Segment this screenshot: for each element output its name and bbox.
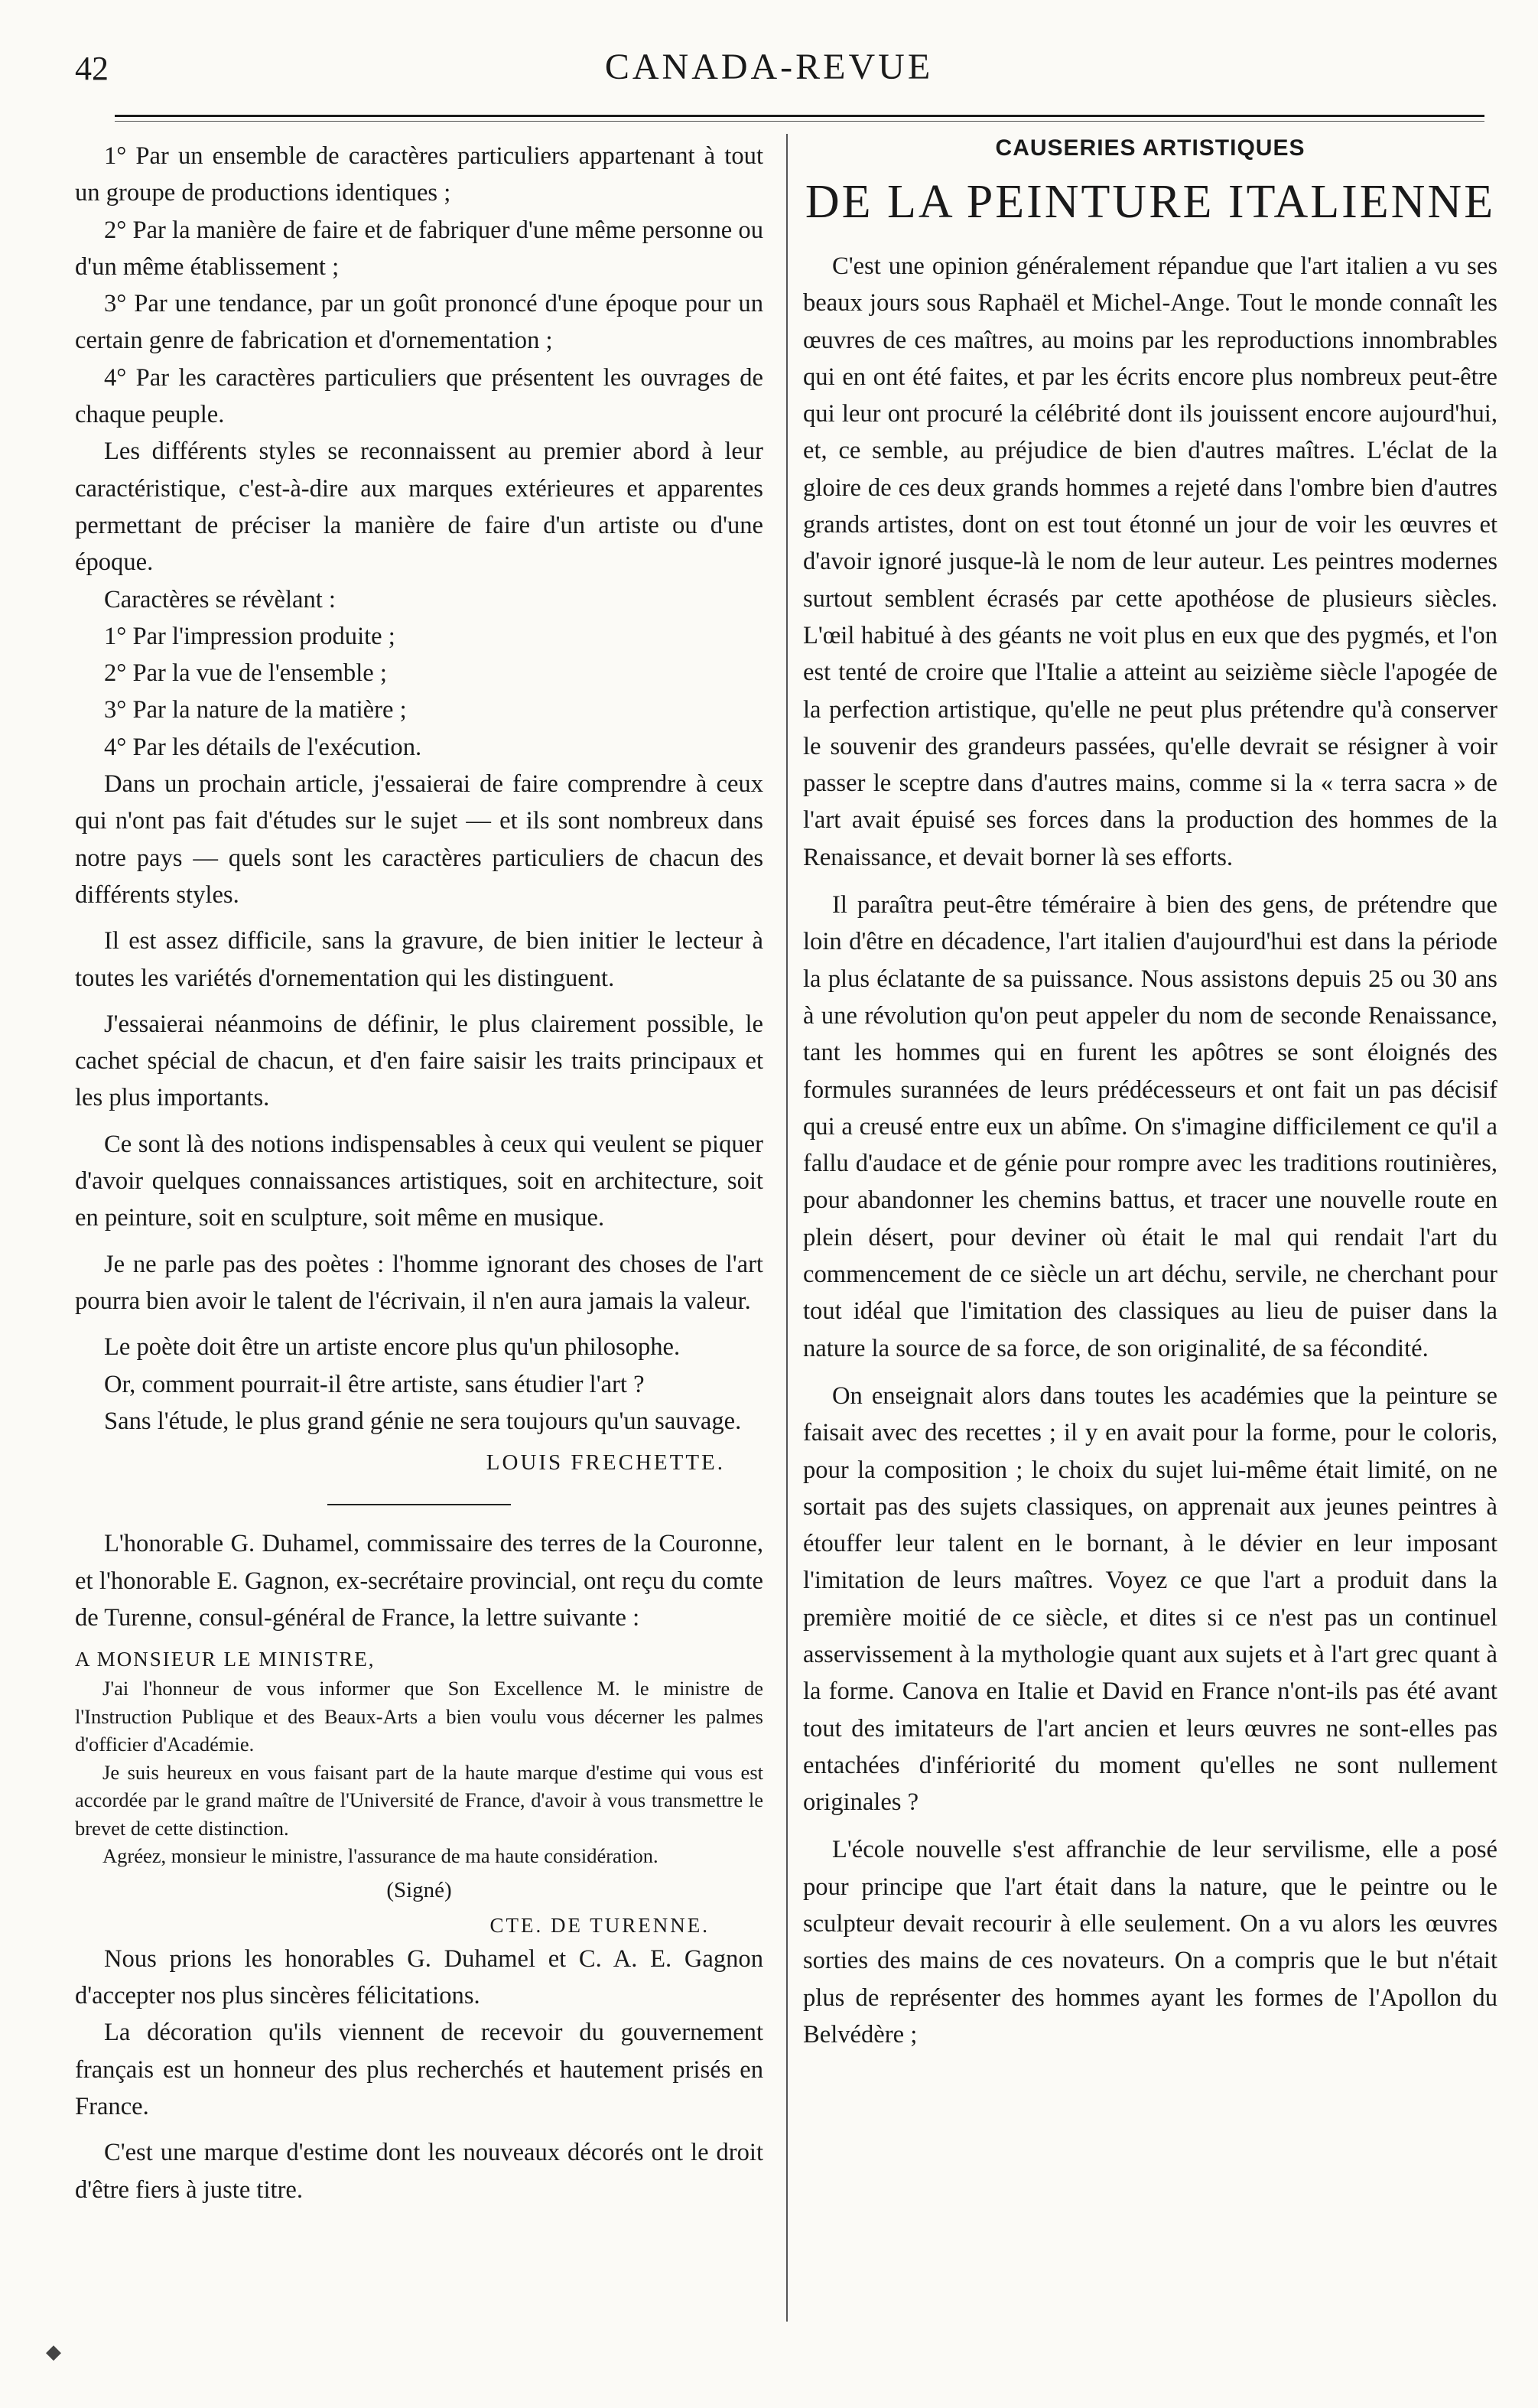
paragraph: Je ne parle pas des poètes : l'homme ignorant des choses de l'art pourra bien avoir le talent de l'écrivain, il n'en aura jamais la valeur. xyxy=(75,1250,763,1315)
list-item-2: 2° Par la manière de faire et de fabriquer d'une même personne ou d'un même établissement ; xyxy=(75,216,763,281)
notice-paragraph: L'honorable G. Duhamel, commissaire des terres de la Couronne, et l'honorable E. Gagnon, ex-secrétaire provincial, ont reçu du comte de Turenne, consul-général de France, la lettre suivante : xyxy=(75,1530,763,1632)
paragraph: L'école nouvelle s'est affranchie de leur servilisme, elle a posé pour principe que l'art était dans la nature, que le peintre ou le sculpteur devait recourir à elle seulement. On a vu alors les œuvres sorties des mains de ces novateurs. On a compris que le but n'était plus de représenter des hommes ayant les formes de l'Apollon du Belvédère ; xyxy=(803,1836,1497,2048)
closing-paragraph: Nous prions les honorables G. Duhamel et C. A. E. Gagnon d'accepter nos plus sincères félicitations. xyxy=(75,1944,763,2010)
closing-paragraph: C'est une marque d'estime dont les nouveaux décorés ont le droit d'être fiers à juste titre. xyxy=(75,2139,763,2204)
left-column xyxy=(75,138,763,2208)
letter-paragraph: Agréez, monsieur le ministre, l'assurance de ma haute considération. xyxy=(102,1844,658,1868)
paragraph: Le poète doit être un artiste encore plus qu'un philosophe. xyxy=(104,1333,681,1362)
paragraph: Ce sont là des notions indispensables à ceux qui veulent se piquer d'avoir quelques connaissances artistiques, soit en architecture, soit en peinture, soit en sculpture, soit même en musique. xyxy=(75,1130,763,1232)
paragraph: Caractères se révèlant : xyxy=(104,585,336,613)
section-label: CAUSERIES ARTISTIQUES xyxy=(995,135,1306,161)
signed-mark: (Signé) xyxy=(386,1877,452,1902)
running-title: CANADA-REVUE xyxy=(604,47,934,87)
paragraph: C'est une opinion généralement répandue que l'art italien a vu ses beaux jours sous Raphaël et Michel-Ange. Tout le monde connaît les œuvres de ces maîtres, au moins par les reproductions innombrables qui en ont été faites, et par les écrits encore plus nombreux peut-être qui leur ont procuré la célébrité dont ils jouissent encore aujourd'hui, et, ce semble, au préjudice de bien d'autres maîtres. L'éclat de la gloire de ces deux grands hommes a rejeté dans l'ombre bien d'autres grands artistes, dont on est tout étonné un jour de voir les œuvres et d'avoir ignoré jusque-là le nom de leur auteur. Les peintres modernes surtout semblent écrasés par cette apothéose de plusieurs siècles. L'œil habitué à des géants ne voit plus en eux que des pygmés, et l'on est tenté de croire que l'Italie a atteint au seizième siècle l'apogée de la perfection artistique, qu'elle ne peut plus prétendre qu'à conserver le souvenir des grandeurs passées, qu'elle devrait se résigner à voir passer le sceptre dans d'autres mains, comme si la « terra sacra » de l'art avait épuisé ses forces dans la production des hommes de la Renaissance, et devait borner là ses efforts. xyxy=(803,252,1497,871)
paragraph: Dans un prochain article, j'essaierai de faire comprendre à ceux qui n'ont pas fait d'études sur le sujet — et ils sont nombreux dans notre pays — quels sont les caractères particuliers de chacun des différents styles. xyxy=(75,770,763,909)
paragraph: Or, comment pourrait-il être artiste, sans étudier l'art ? xyxy=(104,1370,645,1398)
list-item: 1° Par l'impression produite ; xyxy=(104,622,395,650)
right-column xyxy=(803,135,1497,2053)
paragraph: Il est assez difficile, sans la gravure, de bien initier le lecteur à toutes les variétés d'ornementation qui les distinguent. xyxy=(75,927,763,992)
paragraph: Il paraîtra peut-être téméraire à bien des gens, de prétendre que loin d'être en décadence, l'art italien d'aujourd'hui est dans la période la plus éclatante de sa puissance. Nous assistons depuis 25 ou 30 ans à une révolution qu'on peut appeler du nom de seconde Renaissance, tant les hommes qui en furent les apôtres se sont éloignés des formules surannées de leurs prédécesseurs et ont fait un pas décisif qui a creusé entre eux un abîme. On s'imagine difficilement ce qu'il a fallu d'audace et de génie pour rompre avec les traditions routinières, pour abandonner les chemins battus, et tracer une nouvelle route en plein désert, pour deviner où était le mal qui rendait l'art du commencement de ce siècle un art déchu, servile, ne cherchant pour tout idéal que l'imitation des classiques au lieu de puiser dans la nature la source de sa force, de son originalité, de sa fécondité. xyxy=(803,891,1497,1362)
paragraph: Sans l'étude, le plus grand génie ne sera toujours qu'un sauvage. xyxy=(104,1407,742,1435)
list-item-4: 4° Par les caractères particuliers que présentent les ouvrages de chaque peuple. xyxy=(75,363,763,429)
paragraph: On enseignait alors dans toutes les académies que la peinture se faisait avec des recettes ; il y en avait pour la forme, pour le coloris, pour la composition ; le choix du sujet lui-même était limité, on ne sortait pas des sujets classiques, on apprenait aux jeunes peintres à étouffer leur talent en le bornant, à le dévier en leur imposant l'imitation de leurs maîtres. Voyez ce que l'art a produit dans la première moitié de ce siècle, et dites si ce n'est pas un continuel asservissement à la mythologie quant aux sujets et à l'art grec quant à la forme. Canova en Italie et David en France n'ont-ils pas été avant tout des imitateurs de l'art ancien et leurs œuvres ne sont-elles pas entachées d'infériorité du moment qu'elles ne sont nullement originales ? xyxy=(803,1381,1497,1817)
letter-salutation: A MONSIEUR LE MINISTRE, xyxy=(75,1648,376,1671)
article-title: DE LA PEINTURE ITALIENNE xyxy=(805,176,1496,228)
letter-signature: CTE. DE TURENNE. xyxy=(489,1913,710,1937)
page-number: 42 xyxy=(75,50,109,87)
list-item-3: 3° Par une tendance, par un goût prononcé d'une époque pour un certain genre de fabrication et d'ornementation ; xyxy=(75,290,763,355)
author-signature: LOUIS FRECHETTE. xyxy=(486,1450,725,1476)
paragraph: Les différents styles se reconnaissent au premier abord à leur caractéristique, c'est-à-dire aux marques extérieures et apparentes permettant de préciser la manière de faire d'un artiste ou d'une époque. xyxy=(75,438,763,577)
list-item: 4° Par les détails de l'exécution. xyxy=(104,733,422,761)
section-divider xyxy=(327,1504,511,1505)
list-item-1: 1° Par un ensemble de caractères particuliers appartenant à tout un groupe de productions identiques ; xyxy=(75,142,763,207)
list-item: 3° Par la nature de la matière ; xyxy=(104,696,407,724)
letter-paragraph: Je suis heureux en vous faisant part de la haute marque d'estime qui vous est accordée par le grand maître de l'Université de France, d'avoir à vous transmettre le brevet de cette distinction. xyxy=(75,1760,763,1840)
header-rule xyxy=(115,115,1484,117)
letter-body xyxy=(75,1674,763,1870)
closing-paragraph: La décoration qu'ils viennent de recevoir du gouvernement français est un honneur des plus recherchés et hautement prisés en France. xyxy=(75,2019,763,2120)
paragraph: J'essaierai néanmoins de définir, le plus clairement possible, le cachet spécial de chacun, et d'en faire saisir les traits principaux et les plus importants. xyxy=(75,1010,763,1112)
column-divider xyxy=(786,134,788,2322)
list-item: 2° Par la vue de l'ensemble ; xyxy=(104,659,387,688)
letter-paragraph: J'ai l'honneur de vous informer que Son Excellence M. le ministre de l'Instruction Publique et des Beaux-Arts a bien voulu vous décerner les palmes d'officier d'Académie. xyxy=(75,1677,763,1756)
ink-smudge: ◆ xyxy=(46,2341,61,2363)
header-rule-thin xyxy=(115,121,1484,122)
